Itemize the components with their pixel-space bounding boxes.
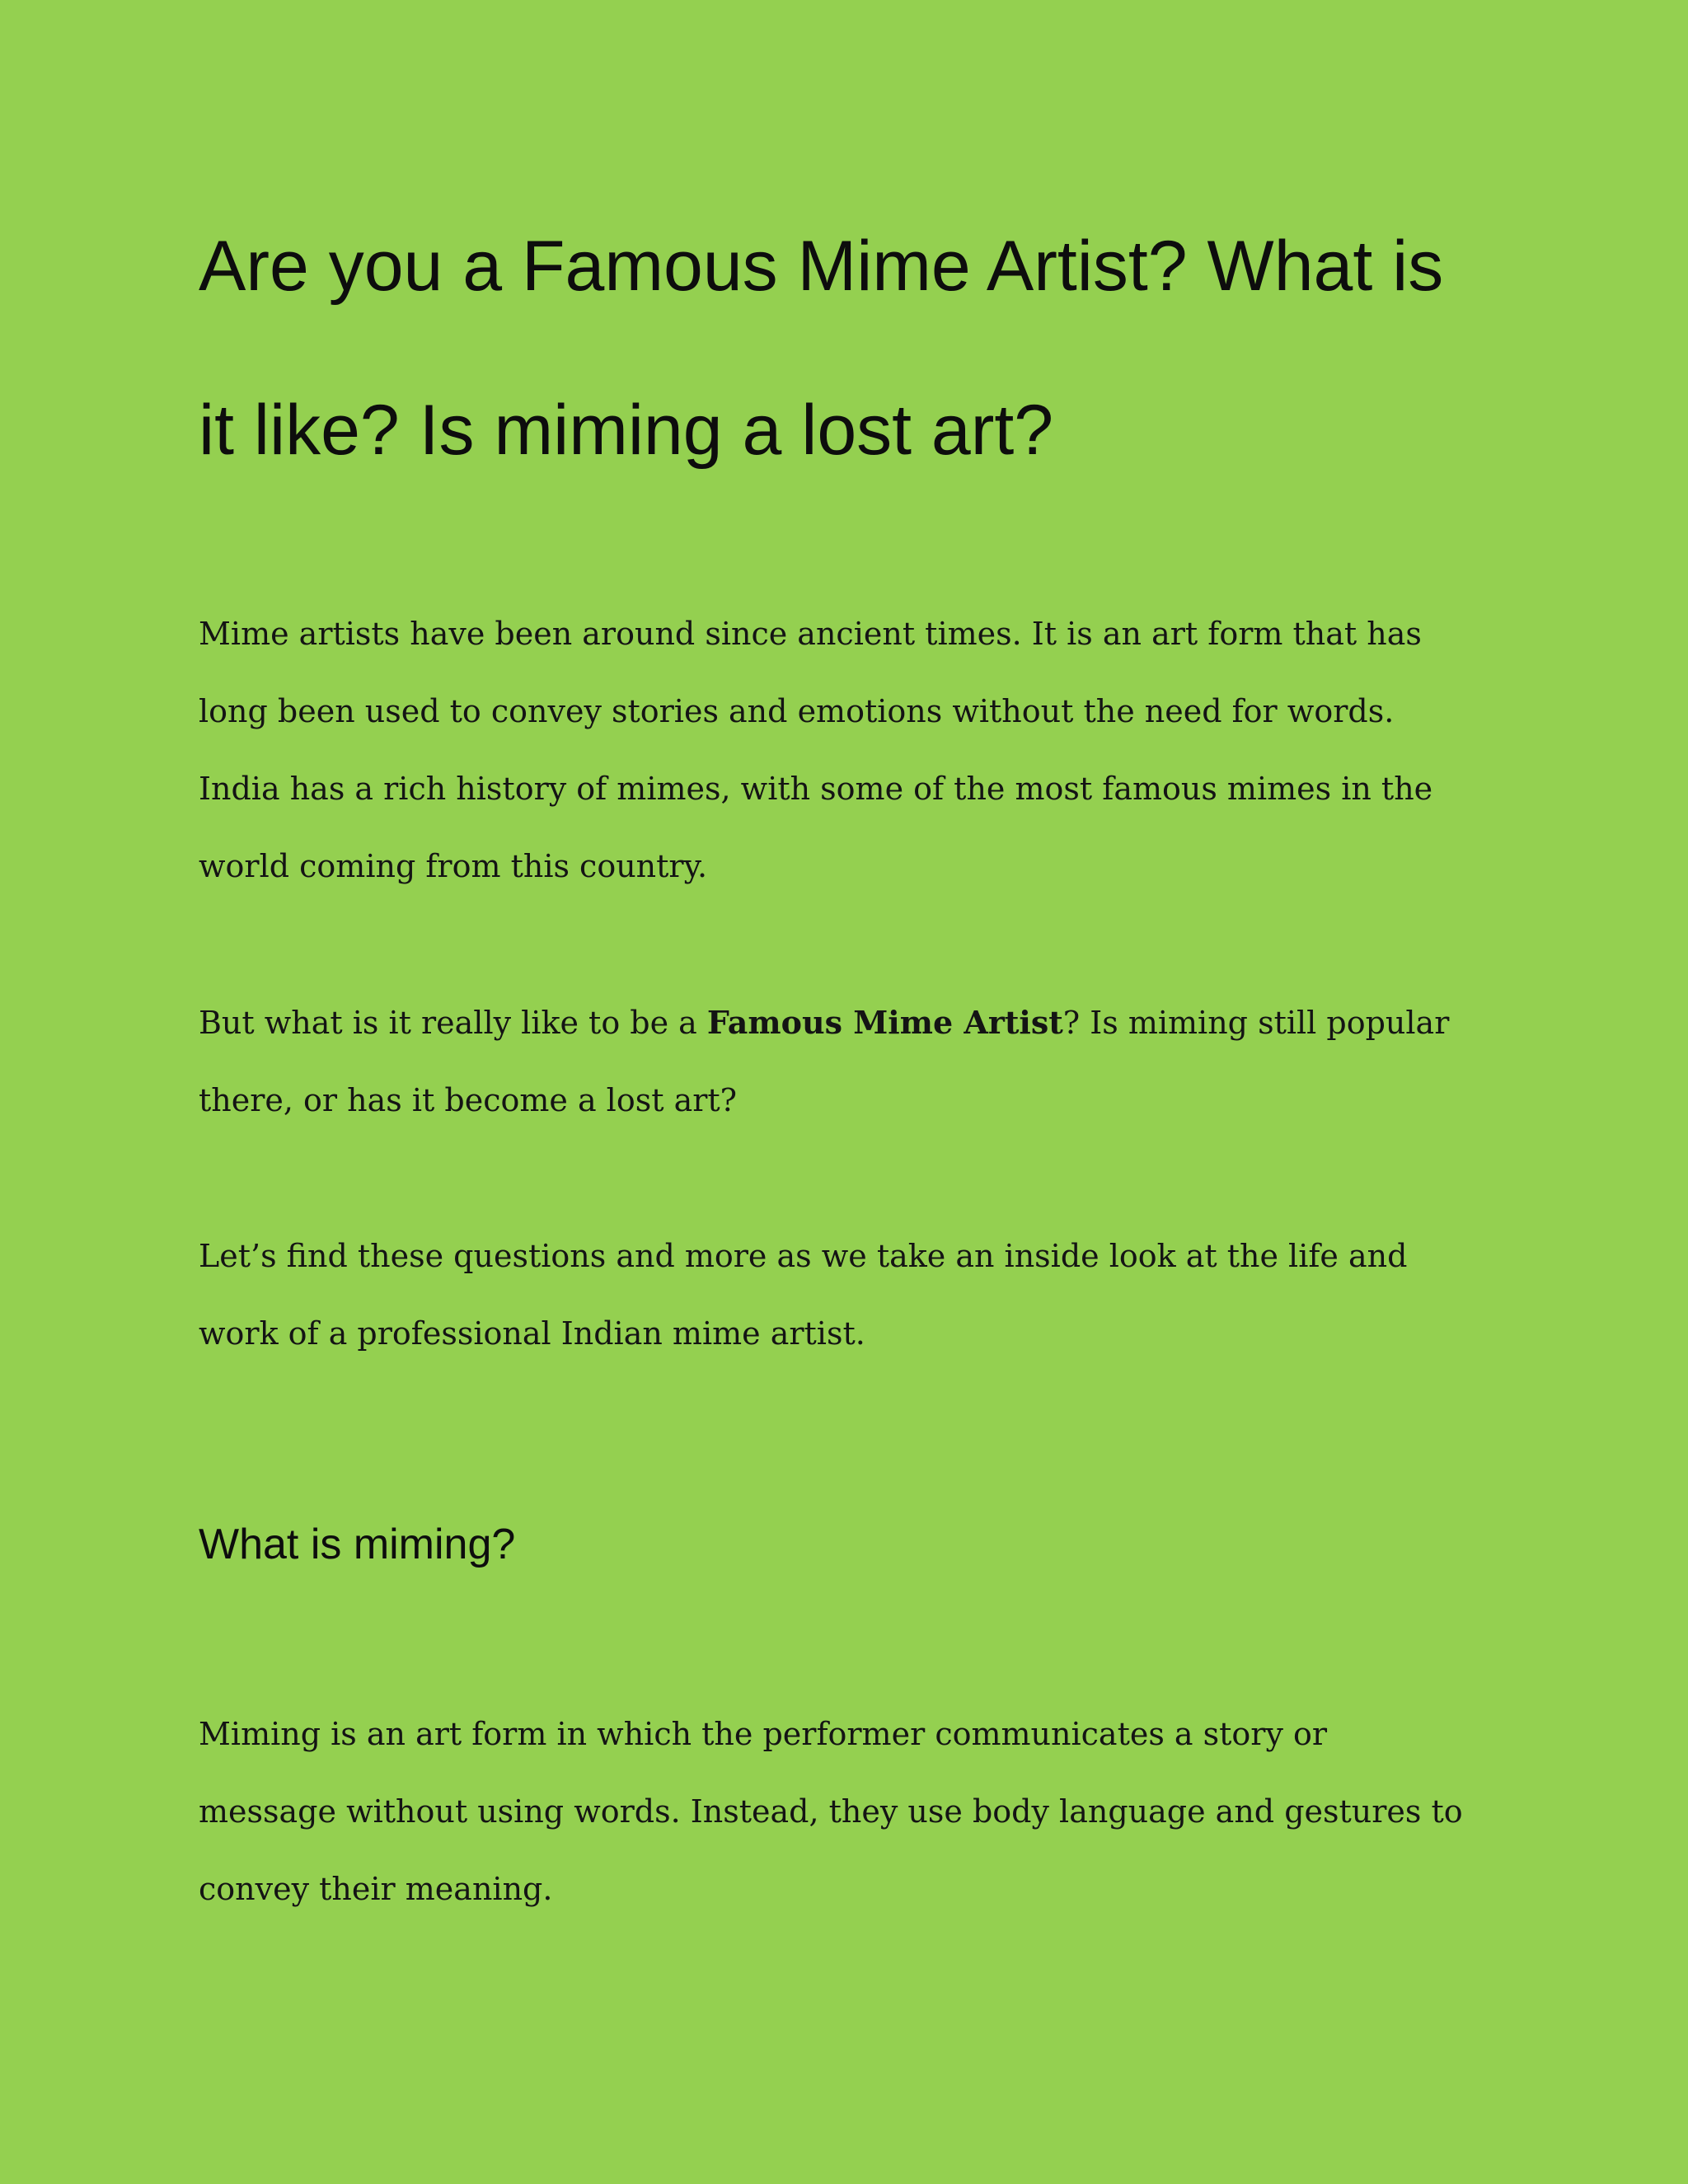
intro-line-2: long been used to convey stories and emotions without the need for words.: [199, 693, 1395, 729]
question-paragraph: [199, 984, 1517, 1139]
transition-line-2: work of a professional Indian mime artist.: [199, 1315, 865, 1352]
intro-line-1: Mime artists have been around since ancient times. It is an art form that has: [199, 616, 1422, 652]
section-line-1: Miming is an art form in which the performer communicates a story or: [199, 1716, 1328, 1752]
transition-line-1: Let’s find these questions and more as we take an inside look at the life and: [199, 1238, 1408, 1274]
section-paragraph: [199, 1695, 1517, 1928]
famous-mime-artist-bold: Famous Mime Artist: [706, 1004, 1063, 1041]
section-heading: What is miming?: [199, 1521, 516, 1568]
intro-line-3: India has a rich history of mimes, with some of the most famous mimes in the: [199, 771, 1433, 807]
page-title: [199, 0, 1517, 513]
question-line-1: [199, 984, 1517, 1062]
section-line-2: message without using words. Instead, they use body language and gestures to: [199, 1793, 1463, 1830]
section-line-3: convey their meaning.: [199, 1871, 553, 1907]
intro-line-4: world coming from this country.: [199, 848, 708, 884]
intro-paragraph: [199, 595, 1517, 905]
question-line-2: there, or has it become a lost art?: [199, 1082, 738, 1118]
title-line-1: Are you a Famous Mime Artist? What is: [199, 227, 1444, 306]
title-line-2: it like? Is miming a lost art?: [199, 391, 1054, 470]
question-line-1-start: But what is it really like to be a: [199, 1005, 707, 1041]
question-line-1-end: ? Is miming still popular: [1062, 1005, 1450, 1041]
transition-paragraph: [199, 1217, 1517, 1372]
